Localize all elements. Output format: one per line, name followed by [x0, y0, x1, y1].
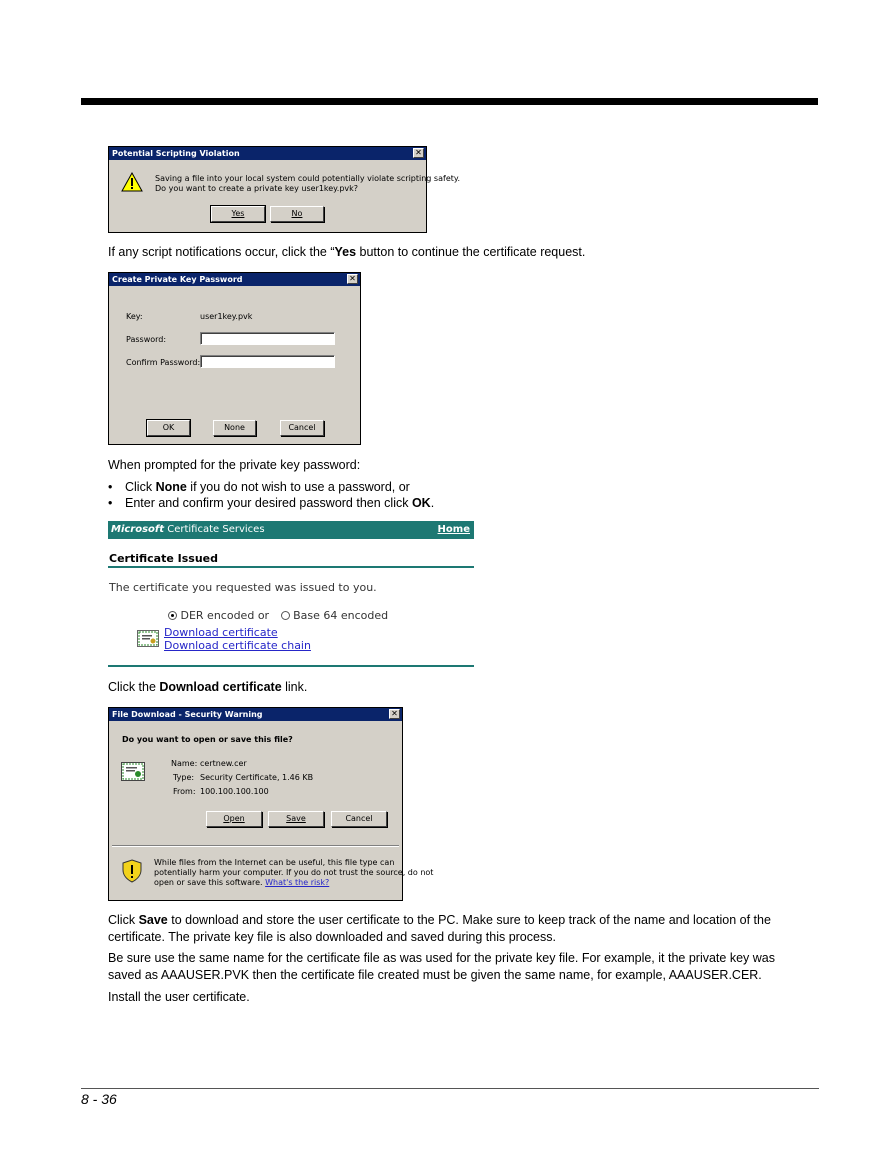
confirm-password-label: Confirm Password: — [126, 358, 201, 367]
type-value: Security Certificate, 1.46 KB — [200, 773, 314, 782]
dialog-message-line1: Saving a file into your local system could potentially violate scripting safety. — [155, 174, 461, 183]
confirm-password-field[interactable] — [200, 355, 335, 368]
bullet-ok: • Enter and confirm your desired password then click OK. — [108, 496, 435, 510]
warning-line2: potentially harm your computer. If you do not trust the source, do not — [154, 868, 434, 877]
download-certificate-link[interactable]: Download certificate — [164, 626, 278, 639]
name-label: Name: — [171, 759, 198, 768]
certificate-icon — [137, 630, 159, 647]
heading-underline — [108, 566, 474, 568]
close-button[interactable]: ✕ — [389, 709, 400, 719]
dialog-title-bar — [109, 273, 360, 286]
none-button[interactable]: None — [213, 420, 256, 436]
download-question: Do you want to open or save this file? — [122, 735, 293, 744]
service-name: Certificate Services — [164, 524, 265, 535]
instruction-download-link: Click the Download certificate link. — [108, 680, 308, 694]
dialog-message-line2: Do you want to create a private key user1key.pvk? — [155, 184, 359, 193]
instruction-yes: If any script notifications occur, click the “Yes button to continue the certificate request. — [108, 245, 586, 259]
type-label: Type: — [173, 773, 195, 782]
key-value: user1key.pvk — [200, 312, 253, 321]
footer-rule — [108, 665, 474, 667]
instruction-install: Install the user certificate. — [108, 990, 250, 1004]
password-label: Password: — [126, 335, 167, 344]
dialog-title: Potential Scripting Violation — [112, 149, 240, 158]
top-rule — [81, 98, 818, 105]
shield-icon — [122, 859, 142, 883]
yes-button[interactable]: Yes — [211, 206, 265, 222]
password-field[interactable] — [200, 332, 335, 345]
page-heading: Certificate Issued — [109, 552, 218, 565]
from-value: 100.100.100.100 — [200, 787, 269, 796]
brand-name: Microsoft — [111, 524, 165, 535]
dialog-title-bar — [109, 708, 402, 721]
whats-the-risk-link[interactable]: What's the risk? — [265, 878, 330, 887]
certificate-file-icon — [121, 762, 145, 781]
base64-radio[interactable] — [281, 611, 290, 620]
cancel-button[interactable]: Cancel — [331, 811, 387, 827]
page-number: 8 - 36 — [81, 1091, 117, 1107]
cert-services-header — [108, 521, 474, 539]
from-label: From: — [173, 787, 196, 796]
bullet-none: • Click None if you do not wish to use a password, or — [108, 480, 410, 494]
close-button[interactable]: ✕ — [413, 148, 424, 158]
file-download-dialog — [108, 707, 434, 901]
instruction-save: Click Save to download and store the user certificate to the PC. Make sure to keep track of the name and location of the certificate. The private key file is also downloaded and saved during this process. — [108, 913, 771, 944]
or-label: or — [257, 609, 270, 622]
issued-message: The certificate you requested was issued to you. — [109, 581, 377, 594]
home-link[interactable]: Home — [437, 524, 470, 535]
encoding-options — [168, 609, 388, 622]
private-key-password-dialog — [108, 272, 361, 445]
certificate-services-page — [108, 521, 474, 669]
der-radio[interactable] — [168, 611, 177, 620]
instruction-same-name: Be sure use the same name for the certificate file as was used for the private key file. For example, it the private key was saved as AAAUSER.PVK then the certificate file created must be given the same name, for example, AAAUSER.CER. — [108, 951, 775, 982]
cancel-button[interactable]: Cancel — [280, 420, 324, 436]
no-button[interactable]: No — [270, 206, 324, 222]
close-button[interactable]: ✕ — [347, 274, 358, 284]
instruction-password-prompt: When prompted for the private key password: — [108, 458, 361, 472]
warning-line1: While files from the Internet can be useful, this file type can — [154, 858, 395, 867]
base64-label: Base 64 encoded — [293, 609, 389, 622]
bottom-rule — [81, 1088, 819, 1089]
save-button[interactable]: Save — [268, 811, 324, 827]
warning-icon — [121, 172, 143, 192]
dialog-title-bar — [109, 147, 426, 160]
warning-line3: open or save this software. What's the risk? — [154, 878, 330, 887]
der-label: DER encoded — [180, 609, 255, 622]
key-label: Key: — [126, 312, 143, 321]
download-certificate-chain-link[interactable]: Download certificate chain — [164, 639, 311, 652]
dialog-separator — [112, 845, 399, 847]
open-button[interactable]: Open — [206, 811, 262, 827]
scripting-violation-dialog — [108, 146, 461, 233]
name-value: certnew.cer — [200, 759, 247, 768]
dialog-title: File Download - Security Warning — [112, 710, 263, 719]
dialog-title: Create Private Key Password — [112, 275, 243, 284]
ok-button[interactable]: OK — [147, 420, 190, 436]
